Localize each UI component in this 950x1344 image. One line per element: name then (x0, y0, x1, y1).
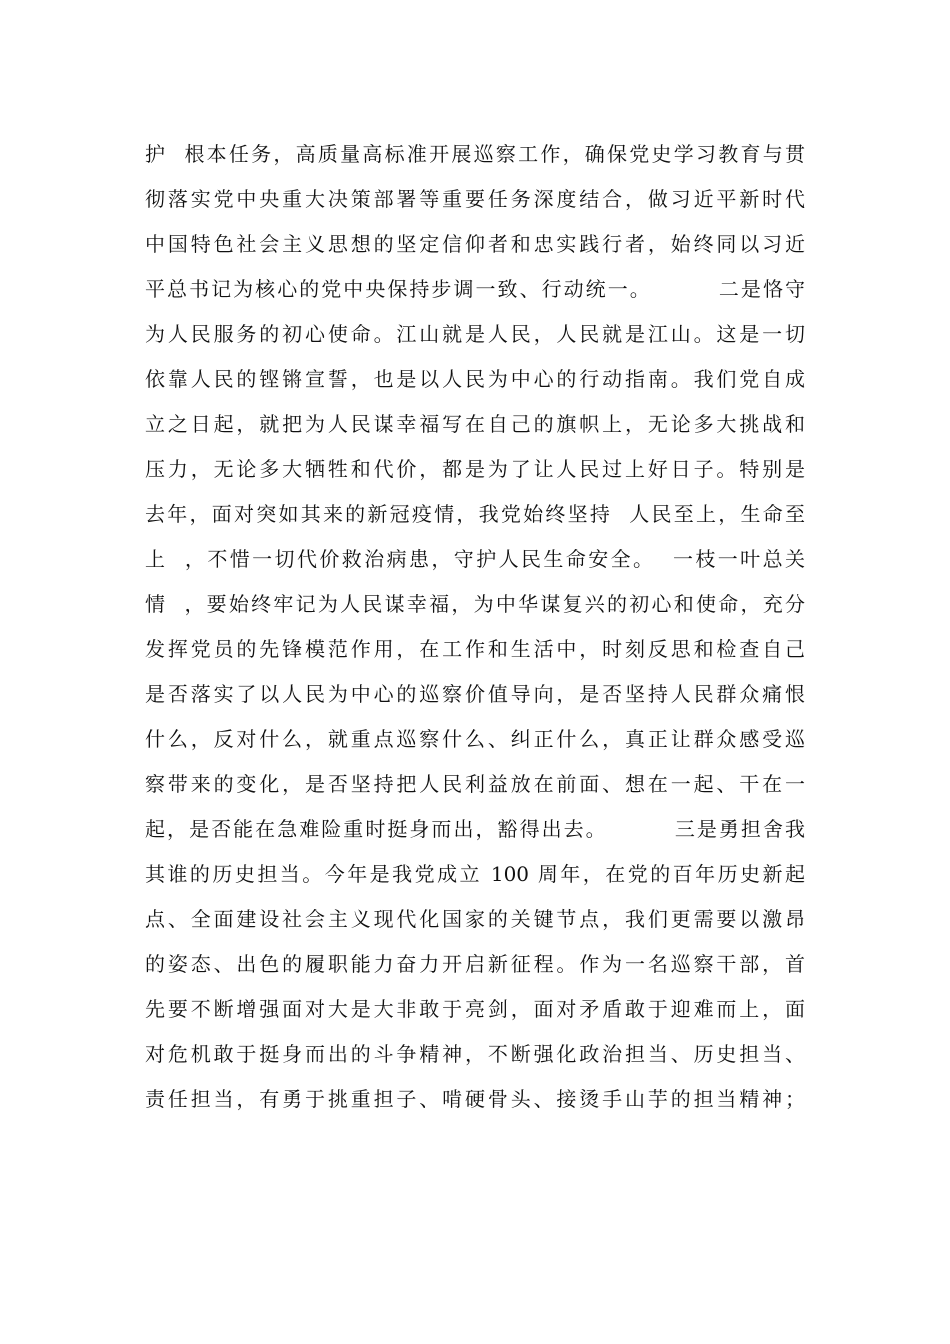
text-line: 发挥党员的先锋模范作用，在工作和生活中，时刻反思和检查自己 (145, 637, 805, 661)
text-line: 的姿态、出色的履职能力奋力开启新征程。作为一名巡察干部，首 (145, 952, 805, 976)
text-line: 察带来的变化，是否坚持把人民利益放在前面、想在一起、干在一 (145, 772, 805, 796)
body-text (145, 132, 805, 1122)
text-line: 平总书记为核心的党中央保持步调一致、行动统一。 二是恪守 (145, 277, 805, 301)
text-line: 点、全面建设社会主义现代化国家的关键节点，我们更需要以激昂 (145, 907, 805, 931)
text-line: 立之日起，就把为人民谋幸福写在自己的旗帜上，无论多大挑战和 (145, 412, 805, 436)
text-line: 上 ，不惜一切代价救治病患，守护人民生命安全。 一枝一叶总关 (145, 547, 805, 571)
text-line: 其谁的历史担当。今年是我党成立 100 周年，在党的百年历史新起 (145, 862, 805, 886)
text-line: 去年，面对突如其来的新冠疫情，我党始终坚持 人民至上，生命至 (145, 502, 805, 526)
text-line: 情 ，要始终牢记为人民谋幸福，为中华谋复兴的初心和使命，充分 (145, 592, 805, 616)
text-line: 彻落实党中央重大决策部署等重要任务深度结合，做习近平新时代 (145, 187, 805, 211)
text-line: 中国特色社会主义思想的坚定信仰者和忠实践行者，始终同以习近 (145, 232, 805, 256)
text-line: 责任担当，有勇于挑重担子、啃硬骨头、接烫手山芋的担当精神； (145, 1087, 805, 1111)
text-line: 什么，反对什么，就重点巡察什么、纠正什么，真正让群众感受巡 (145, 727, 805, 751)
text-line: 压力，无论多大牺牲和代价，都是为了让人民过上好日子。特别是 (145, 457, 805, 481)
text-line: 起，是否能在急难险重时挺身而出，豁得出去。 三是勇担舍我 (145, 817, 805, 841)
text-line: 护 根本任务，高质量高标准开展巡察工作，确保党史学习教育与贯 (145, 142, 805, 166)
text-line: 对危机敢于挺身而出的斗争精神，不断强化政治担当、历史担当、 (145, 1042, 805, 1066)
text-line: 为人民服务的初心使命。江山就是人民，人民就是江山。这是一切 (145, 322, 805, 346)
text-line: 先要不断增强面对大是大非敢于亮剑，面对矛盾敢于迎难而上，面 (145, 997, 805, 1021)
text-line: 依靠人民的铿锵宣誓，也是以人民为中心的行动指南。我们党自成 (145, 367, 805, 391)
text-line: 是否落实了以人民为中心的巡察价值导向，是否坚持人民群众痛恨 (145, 682, 805, 706)
